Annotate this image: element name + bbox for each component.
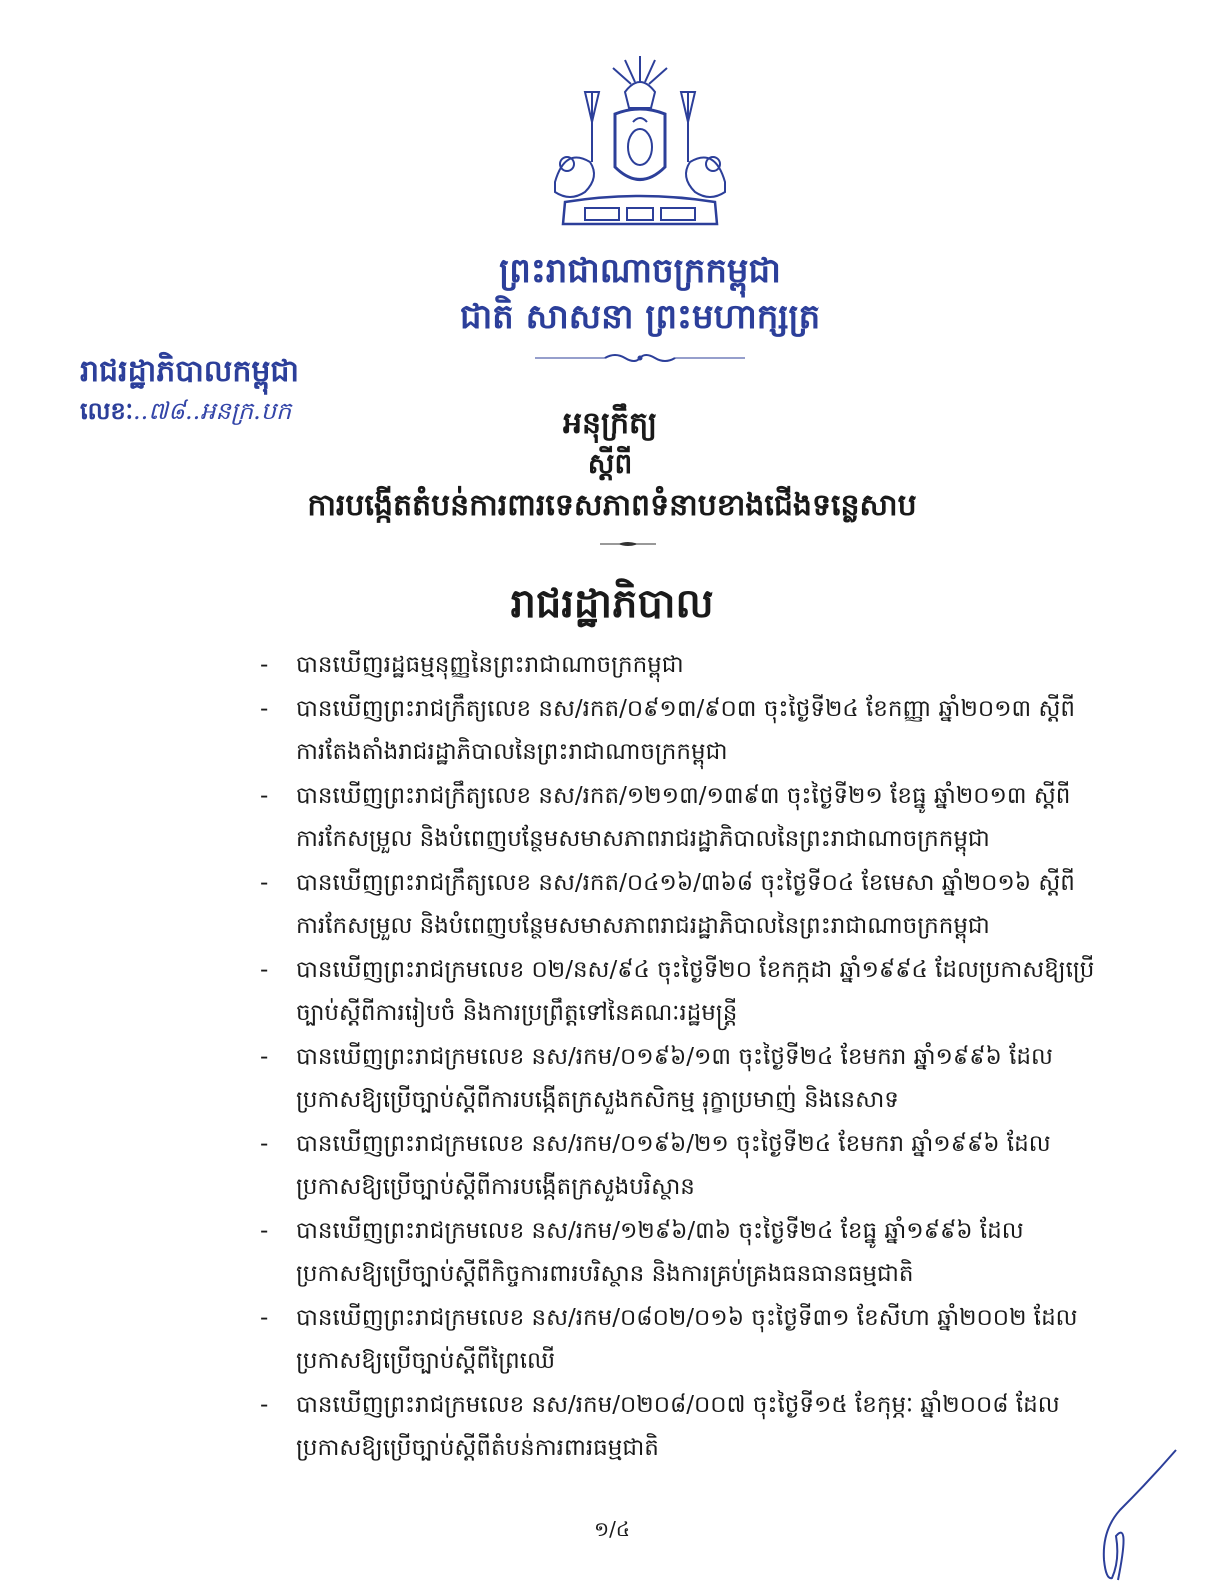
list-item: - បានឃើញព្រះរាជក្រមលេខ នស/រកម/០៨០២/០១៦ ចុះថ្ងៃទី៣១ ខែសីហា ឆ្នាំ២០០២ ដែលប្រកាសឱ្យប្រើច្បាប់ស្តីពីព្រៃឈើ <box>260 1304 1078 1374</box>
reference-number <box>80 396 410 431</box>
kingdom-motto: ជាតិ សាសនា ព្រះមហាក្សត្រ <box>459 297 821 337</box>
list-item: - បានឃើញរដ្ឋធម្មនុញ្ញនៃព្រះរាជាណាចក្រកម្ពុជា <box>260 652 684 678</box>
preamble-text: បានឃើញព្រះរាជក្រឹត្យលេខ នស/រកត/១២១៣/១៣៩៣ ចុះថ្ងៃទី២១ ខែធ្នូ ឆ្នាំ២០១៣ ស្តីពីការកែសម្រួល និងបំពេញបន្ថែមសមាសភាពរាជរដ្ឋាភិបាលនៃព្រះរាជាណាចក្រកម្ពុជា <box>296 782 1071 852</box>
preamble-list <box>256 644 1096 1471</box>
list-item: - បានឃើញព្រះរាជក្រមលេខ ០២/នស/៩៤ ចុះថ្ងៃទី២០ ខែកក្កដា ឆ្នាំ១៩៩៤ ដែលប្រកាសឱ្យប្រើច្បាប់ស្តីពីការរៀបចំ និងការប្រព្រឹត្តទៅនៃគណៈរដ្ឋមន្ត្រី <box>260 956 1095 1026</box>
ornamental-divider-icon <box>535 352 745 364</box>
preamble-text: បានឃើញព្រះរាជក្រមលេខ នស/រកម/០២០៨/០០៧ ចុះថ្ងៃទី១៥ ខែកុម្ភៈ ឆ្នាំ២០០៨ ដែលប្រកាសឱ្យប្រើច្បាប់ស្តីពីតំបន់ការពារធម្មជាតិ <box>296 1391 1060 1461</box>
preamble-text: បានឃើញព្រះរាជក្រមលេខ នស/រកម/១២៩៦/៣៦ ចុះថ្ងៃទី២៤ ខែធ្នូ ឆ្នាំ១៩៩៦ ដែលប្រកាសឱ្យប្រើច្បាប់ស្តីពីកិច្ចការពារបរិស្ថាន និងការគ្រប់គ្រងធនធានធម្មជាតិ <box>296 1217 1024 1287</box>
list-item: - បានឃើញព្រះរាជក្រឹត្យលេខ នស/រកត/០៩១៣/៩០៣ ចុះថ្ងៃទី២៤ ខែកញ្ញា ឆ្នាំ២០១៣ ស្តីពីការតែងតាំងរាជរដ្ឋាភិបាលនៃព្រះរាជាណាចក្រកម្ពុជា <box>260 695 1076 765</box>
issuer-name: រាជរដ្ឋាភិបាលកម្ពុជា <box>80 354 299 389</box>
list-item: - បានឃើញព្រះរាជក្រមលេខ នស/រកម/១២៩៦/៣៦ ចុះថ្ងៃទី២៤ ខែធ្នូ ឆ្នាំ១៩៩៦ ដែលប្រកាសឱ្យប្រើច្បាប់ស្តីពីកិច្ចការពារបរិស្ថាន និងការគ្រប់គ្រងធនធានធម្មជាតិ <box>260 1217 1024 1287</box>
reference-value: ..៧៨..អនក្រ.បក <box>133 397 292 425</box>
section-heading: រាជរដ្ឋាភិបាល <box>510 580 714 627</box>
reference-label: លេខៈ <box>80 396 134 425</box>
preamble-text: បានឃើញព្រះរាជក្រឹត្យលេខ នស/រកត/០៤១៦/៣៦៨ ចុះថ្ងៃទី០៤ ខែមេសា ឆ្នាំ២០១៦ ស្តីពីការកែសម្រួល និងបំពេញបន្ថែមសមាសភាពរាជរដ្ឋាភិបាលនៃព្រះរាជាណាចក្រកម្ពុជា <box>296 869 1075 939</box>
preamble-text: បានឃើញព្រះរាជក្រមលេខ នស/រកម/០១៩៦/១៣ ចុះថ្ងៃទី២៤ ខែមករា ឆ្នាំ១៩៩៦ ដែលប្រកាសឱ្យប្រើច្បាប់ស្តីពីការបង្កើតក្រសួងកសិកម្ម រុក្ខាប្រមាញ់ និងនេសាទ <box>296 1043 1053 1113</box>
document-about: ស្តីពី <box>587 447 633 480</box>
list-item: - បានឃើញព្រះរាជក្រមលេខ នស/រកម/០១៩៦/២១ ចុះថ្ងៃទី២៤ ខែមករា ឆ្នាំ១៩៩៦ ដែលប្រកាសឱ្យប្រើច្បាប់ស្តីពីការបង្កើតក្រសួងបរិស្ថាន <box>260 1130 1051 1200</box>
list-item: - បានឃើញព្រះរាជក្រមលេខ នស/រកម/០២០៨/០០៧ ចុះថ្ងៃទី១៥ ខែកុម្ភៈ ឆ្នាំ២០០៨ ដែលប្រកាសឱ្យប្រើច្បាប់ស្តីពីតំបន់ការពារធម្មជាតិ <box>260 1391 1060 1461</box>
kingdom-title: ព្រះរាជាណាចក្រកម្ពុជា <box>499 251 781 291</box>
preamble-text: បានឃើញព្រះរាជក្រឹត្យលេខ នស/រកត/០៩១៣/៩០៣ ចុះថ្ងៃទី២៤ ខែកញ្ញា ឆ្នាំ២០១៣ ស្តីពីការតែងតាំងរាជរដ្ឋាភិបាលនៃព្រះរាជាណាចក្រកម្ពុជា <box>296 695 1076 765</box>
list-item: - បានឃើញព្រះរាជក្រឹត្យលេខ នស/រកត/០៤១៦/៣៦៨ ចុះថ្ងៃទី០៤ ខែមេសា ឆ្នាំ២០១៦ ស្តីពីការកែសម្រួល និងបំពេញបន្ថែមសមាសភាពរាជរដ្ឋាភិបាលនៃព្រះរាជាណាចក្រកម្ពុជា <box>260 869 1075 939</box>
preamble-text: បានឃើញព្រះរាជក្រមលេខ នស/រកម/០៨០២/០១៦ ចុះថ្ងៃទី៣១ ខែសីហា ឆ្នាំ២០០២ ដែលប្រកាសឱ្យប្រើច្បាប់ស្តីពីព្រៃឈើ <box>296 1304 1078 1374</box>
document-subject: ការបង្កើតតំបន់ការពារទេសភាពទំនាបខាងជើងទន្លេសាប <box>307 488 917 523</box>
royal-arms-emblem-icon <box>545 52 735 232</box>
preamble-text: បានឃើញរដ្ឋធម្មនុញ្ញនៃព្រះរាជាណាចក្រកម្ពុជា <box>296 652 684 678</box>
signature-initial-icon <box>1090 1440 1190 1584</box>
preamble-text: បានឃើញព្រះរាជក្រមលេខ ០២/នស/៩៤ ចុះថ្ងៃទី២០ ខែកក្កដា ឆ្នាំ១៩៩៤ ដែលប្រកាសឱ្យប្រើច្បាប់ស្តីពីការរៀបចំ និងការប្រព្រឹត្តទៅនៃគណៈរដ្ឋមន្ត្រី <box>296 956 1095 1026</box>
small-divider-icon <box>600 540 656 548</box>
document-type: អនុក្រឹត្យ <box>562 406 658 441</box>
list-item: - បានឃើញព្រះរាជក្រឹត្យលេខ នស/រកត/១២១៣/១៣៩៣ ចុះថ្ងៃទី២១ ខែធ្នូ ឆ្នាំ២០១៣ ស្តីពីការកែសម្រួល និងបំពេញបន្ថែមសមាសភាពរាជរដ្ឋាភិបាលនៃព្រះរាជាណាចក្រកម្ពុជា <box>260 782 1071 852</box>
page-number: ១/៤ <box>593 1517 631 1541</box>
list-item: - បានឃើញព្រះរាជក្រមលេខ នស/រកម/០១៩៦/១៣ ចុះថ្ងៃទី២៤ ខែមករា ឆ្នាំ១៩៩៦ ដែលប្រកាសឱ្យប្រើច្បាប់ស្តីពីការបង្កើតក្រសួងកសិកម្ម រុក្ខាប្រមាញ់ និងនេសាទ <box>260 1043 1053 1113</box>
preamble-text: បានឃើញព្រះរាជក្រមលេខ នស/រកម/០១៩៦/២១ ចុះថ្ងៃទី២៤ ខែមករា ឆ្នាំ១៩៩៦ ដែលប្រកាសឱ្យប្រើច្បាប់ស្តីពីការបង្កើតក្រសួងបរិស្ថាន <box>296 1130 1051 1200</box>
